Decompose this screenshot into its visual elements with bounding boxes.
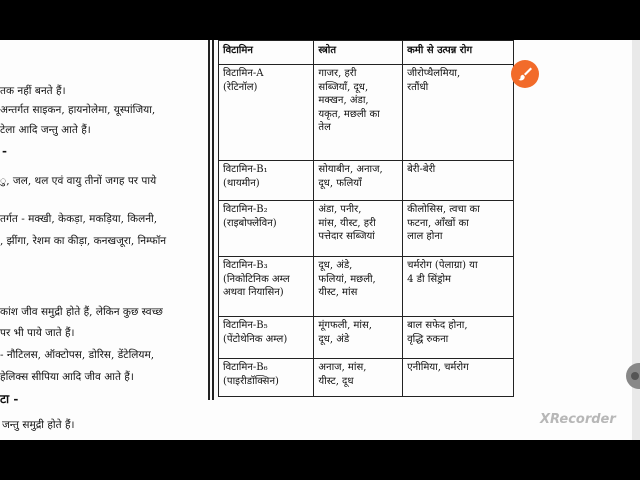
left-line-11: हेलिक्स सीपिया आदि जीव आते हैं।: [0, 371, 134, 383]
left-line-3: टेला आदि जन्तु आते हैं।: [0, 124, 91, 136]
column-divider-inner: [212, 40, 214, 400]
left-heading-2: टा -: [0, 392, 19, 406]
cell-source: मूंगफली, मांस, दूध, अंडे: [314, 317, 403, 359]
cell-vitamin: विटामिन-B₃ (निकोटिनिक अम्ल अथवा नियासिन): [219, 257, 314, 317]
cell-vitamin: विटामिन-B₂ (राइबोफ्लेविन): [219, 201, 314, 257]
left-line-5: ु, जल, थल एवं वायु तीनों जगह पर पाये: [0, 175, 157, 187]
left-line-9: पर भी पाये जाते हैं।: [0, 327, 75, 339]
left-line-7: , झींगा, रेशम का कीड़ा, कनखजूरा, निम्फॉन: [0, 235, 167, 247]
left-text-column: [0, 40, 206, 440]
table-header-row: [219, 41, 514, 65]
cell-source: दूध, अंडे, फलियां, मछली, यीस्ट, मांस: [314, 257, 403, 317]
cell-source: सोयाबीन, अनाज, दूध, फलियाँ: [314, 161, 403, 201]
cell-vitamin: विटामिन-B₁ (थायमीन): [219, 161, 314, 201]
cell-disease: बाल सफेद होना, वृद्धि रुकना: [403, 317, 514, 359]
header-vitamin: विटामिन: [219, 41, 314, 65]
left-line-6: तर्गत - मक्खी, केकड़ा, मकड़िया, किलनी,: [0, 213, 158, 225]
table-row: [219, 201, 514, 257]
cell-disease: कीलोसिस, त्वचा का फटना, आँखों का लाल होना: [403, 201, 514, 257]
table-row: [219, 65, 514, 161]
column-divider-outer: [208, 40, 210, 400]
recorder-watermark: XRecorder: [540, 412, 616, 427]
table-row: [219, 359, 514, 397]
left-line-13: जन्तु समुद्री होते हैं।: [2, 419, 75, 431]
cell-vitamin: विटामिन-B₅ (पेंटोथेनिक अम्ल): [219, 317, 314, 359]
vitamin-table: [218, 40, 514, 397]
table-row: [219, 317, 514, 359]
paintbrush-icon: [517, 66, 533, 82]
left-line-2: अन्तर्गत साइकन, हायनोलेमा, यूस्पांजिया,: [0, 104, 156, 116]
left-line-1: तक नहीं बनते हैं।: [0, 85, 66, 97]
header-disease: कमी से उत्पन्न रोग: [403, 41, 514, 65]
cell-vitamin: विटामिन-B₆ (पाइरीडॉक्सिन): [219, 359, 314, 397]
handle-dot-icon: [631, 372, 639, 380]
cell-disease: जीरोप्थैलमिया, रतौंधी: [403, 65, 514, 161]
cell-disease: बेरी-बेरी: [403, 161, 514, 201]
cell-source: गाजर, हरी सब्जियाँ, दूध, मक्खन, अंडा, यकृत, मछली का तेल: [314, 65, 403, 161]
cell-source: अंडा, पनीर, मांस, यीस्ट, हरी पत्तेदार सब्जियां: [314, 201, 403, 257]
cell-disease: चर्मरोग (पेलाग्रा) या 4 डी सिंड्रोम: [403, 257, 514, 317]
edit-brush-button[interactable]: [511, 60, 539, 88]
table-row: [219, 161, 514, 201]
cell-vitamin: विटामिन-A (रेटिनॉल): [219, 65, 314, 161]
left-line-10: - नौटिलस, ऑक्टोपस, डोरिस, डेंटेलियम,: [0, 349, 155, 361]
header-source: स्त्रोत: [314, 41, 403, 65]
cell-source: अनाज, मांस, यीस्ट, दूध: [314, 359, 403, 397]
table-row: [219, 257, 514, 317]
left-heading-1: -: [2, 144, 7, 158]
cell-disease: एनीमिया, चर्मरोग: [403, 359, 514, 397]
left-line-8: कांश जीव समुद्री होते हैं, लेकिन कुछ स्वच्छ: [0, 306, 163, 318]
